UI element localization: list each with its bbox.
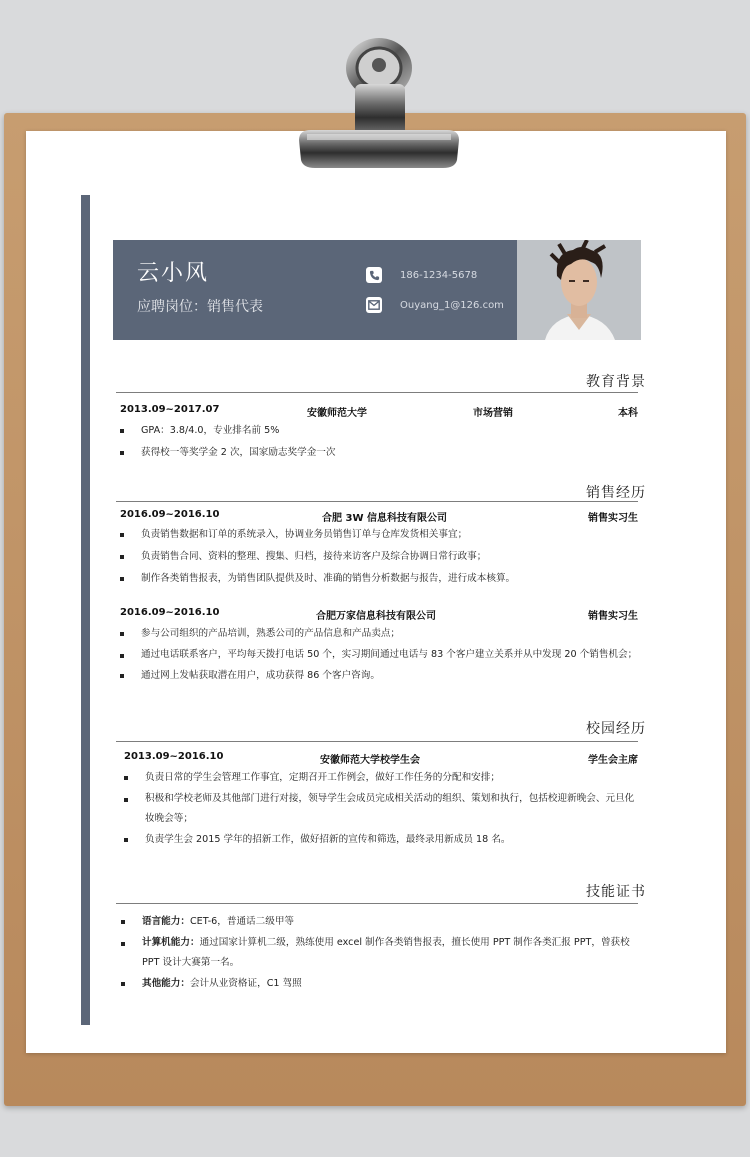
campus-title: 校园经历 (586, 721, 646, 737)
list-item: 获得校一等奖学金 2 次，国家励志奖学金一次 (120, 442, 640, 464)
skill-label: 其他能力： (142, 978, 190, 989)
entry-org: 安徽师范大学校学生会 (320, 755, 420, 766)
list-item: 负责学生会 2015 学年的招新工作，做好招新的宣传和筛选，最终录用新成员 18 名。 (124, 829, 640, 851)
divider (116, 392, 638, 393)
list-item: 负责销售合同、资料的整理、搜集、归档，接待来访客户及综合协调日常行政事； (120, 546, 640, 568)
phone-contact (366, 267, 477, 283)
phone-icon (366, 267, 382, 283)
education-title: 教育背景 (586, 374, 646, 390)
list-item: 积极和学校老师及其他部门进行对接，领导学生会成员完成相关活动的组织、策划和执行，包括校迎新晚会、元旦化妆晚会等； (124, 789, 640, 829)
entry-org: 合肥万家信息科技有限公司 (316, 611, 436, 622)
list-item (121, 911, 640, 933)
skill-text: 会计从业资格证，C1 驾照 (189, 978, 302, 989)
profile-photo (517, 240, 641, 340)
envelope-icon (366, 297, 382, 313)
entry-date: 2016.09~2016.10 (120, 509, 220, 520)
entry-org: 合肥 3W 信息科技有限公司 (322, 513, 447, 524)
entry-date: 2013.09~2017.07 (120, 404, 220, 415)
email-address: Ouyang_1@126.com (400, 299, 504, 311)
candidate-name: 云小风 (137, 261, 210, 286)
list-item: 负责销售数据和订单的系统录入，协调业务员销售订单与仓库发货相关事宜； (120, 524, 640, 546)
skill-text: CET-6，普通话二级甲等 (189, 916, 295, 927)
list-item: 制作各类销售报表，为销售团队提供及时、准确的销售分析数据与报告，进行成本核算。 (120, 568, 640, 590)
skill-label: 语言能力： (142, 916, 190, 927)
entry-role: 销售实习生 (588, 611, 638, 622)
entry-role: 学生会主席 (588, 755, 638, 766)
resume-header (113, 240, 641, 340)
skills-list (121, 911, 640, 995)
entry-role: 本科 (618, 408, 638, 419)
education-entry (120, 404, 638, 420)
campus-list (124, 767, 640, 851)
binder-clip-icon (297, 22, 461, 172)
sales-title: 销售经历 (586, 485, 646, 501)
entry-org: 安徽师范大学 (307, 408, 367, 419)
list-item (121, 973, 640, 995)
list-item: 通过电话联系客户，平均每天拨打电话 50 个，实习期间通过电话与 83 个客户建立关系并从中发现 20 个销售机会； (120, 645, 640, 665)
applied-position: 应聘岗位：销售代表 (137, 299, 263, 315)
list-item: GPA：3.8/4.0，专业排名前 5% (120, 420, 640, 442)
sales-entry-2 (120, 607, 638, 623)
sales-list-2 (120, 623, 640, 687)
email-contact (366, 297, 504, 313)
entry-date: 2016.09~2016.10 (120, 607, 220, 618)
divider (116, 903, 638, 904)
list-item (121, 933, 640, 973)
education-list (120, 420, 640, 464)
skill-label: 计算机能力： (142, 937, 200, 948)
skill-text: 通过国家计算机二级，熟练使用 excel 制作各类销售报表，擅长使用 PPT 制作各类汇报 PPT，曾获校 PPT 设计大赛第一名。 (142, 937, 630, 968)
sales-list-1 (120, 524, 640, 590)
skills-title: 技能证书 (586, 884, 646, 900)
divider (116, 501, 638, 502)
entry-major: 市场营销 (473, 408, 513, 419)
entry-date: 2013.09~2016.10 (124, 751, 224, 762)
sales-entry-1 (120, 509, 638, 525)
campus-entry (124, 751, 638, 767)
phone-number: 186-1234-5678 (400, 269, 478, 281)
list-item: 负责日常的学生会管理工作事宜，定期召开工作例会，做好工作任务的分配和安排； (124, 767, 640, 789)
list-item: 通过网上发帖获取潜在用户，成功获得 86 个客户咨询。 (120, 665, 640, 687)
entry-role: 销售实习生 (588, 513, 638, 524)
list-item: 参与公司组织的产品培训，熟悉公司的产品信息和产品卖点； (120, 623, 640, 645)
divider (116, 741, 638, 742)
accent-side-bar (81, 195, 90, 1025)
